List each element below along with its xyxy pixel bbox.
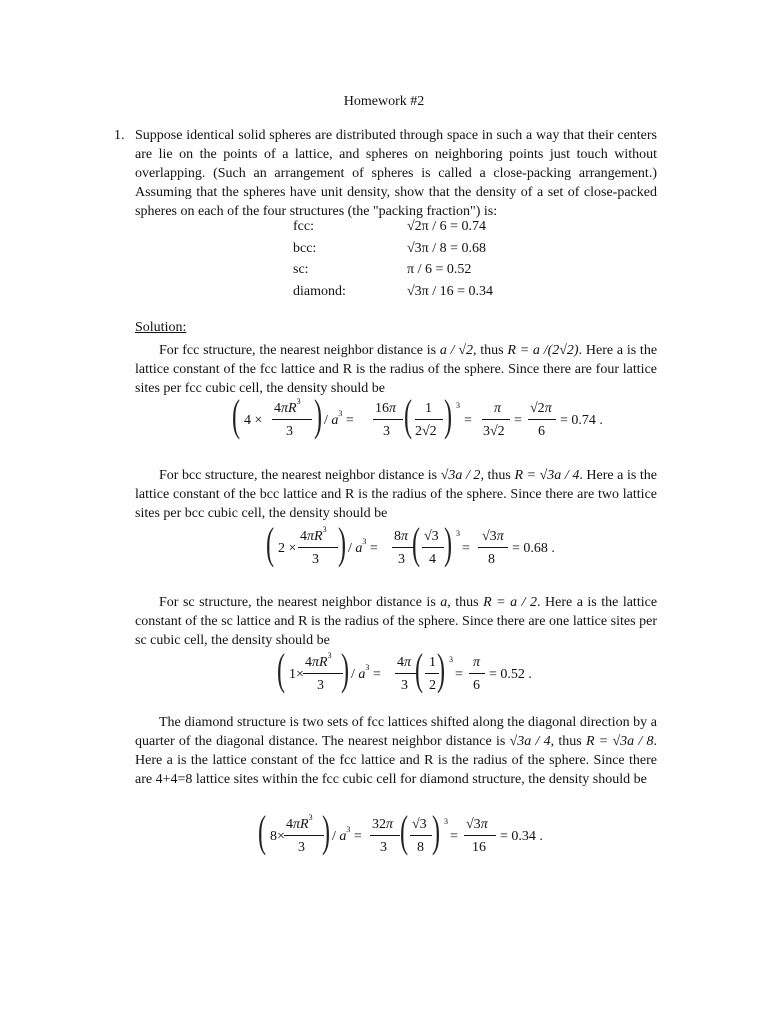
sc-result: = 0.52 . bbox=[489, 667, 532, 682]
problem-number: 1. bbox=[114, 128, 125, 143]
diamond-nn-distance: √3a / 4 bbox=[509, 734, 551, 749]
table-value-diamond: √3π / 16 = 0.34 bbox=[407, 284, 494, 299]
sc-nn-distance: a bbox=[440, 595, 448, 610]
bcc-paragraph bbox=[135, 466, 657, 523]
fcc-equation: ( 4 × $4\pi R^3$ 3 ) / $a^3$ = 16π 3 ( 1 2√2 ) 3 = π 3√2 = √2π 6 = 0.74 . bbox=[232, 391, 603, 440]
fcc-text-mid: , thus bbox=[473, 343, 504, 358]
bcc-text-end: . bbox=[579, 468, 583, 483]
bcc-text-1: For bcc structure, the nearest neighbor distance is bbox=[159, 468, 438, 483]
diamond-text-1: The diamond structure is two sets of fcc lattices shifted along the diagonal direction by a quarter of the diagonal distance. The nearest neighbor distance is bbox=[135, 715, 657, 749]
sc-text-1: For sc structure, the nearest neighbor distance is bbox=[159, 595, 436, 610]
problem-statement: Suppose identical solid spheres are distributed through space in such a way that their centers are lie on the points of a lattice, and spheres on neighboring points just touch without overlapping. (Such an arrangement of spheres is called a close-packing arrangement.) Assuming that the spheres have unit density, show that the density of a set of close-packed spheres on each of the four structures (the "packing fraction") is: bbox=[135, 128, 657, 219]
fcc-text-2: Here a is the lattice constant of the fcc lattice and R is the radius of the sphere. Since there are four lattice sites per fcc cubic cell, the density should be bbox=[135, 343, 658, 396]
page-title: Homework #2 bbox=[343, 94, 425, 109]
table-name-fcc: fcc: bbox=[293, 219, 314, 234]
fcc-paragraph bbox=[135, 341, 657, 398]
sc-equation: ( 1× $4\pi R^3$ 3 ) / $a^3$ = 4π 3 ( 1 2 ) 3 = π 6 = 0.52 . bbox=[277, 645, 532, 694]
table-name-sc: sc: bbox=[293, 262, 309, 277]
bcc-nn-distance: √3a / 2 bbox=[440, 468, 481, 483]
bcc-equation: ( 2 × $4\pi R^3$ 3 ) / $a^3$ = 8π 3 ( √3 4 ) 3 = √3π 8 = 0.68 . bbox=[266, 519, 555, 568]
diamond-paragraph bbox=[135, 713, 657, 789]
bcc-result: = 0.68 . bbox=[512, 541, 555, 556]
diamond-radius: R = √3a / 8 bbox=[585, 734, 654, 749]
fcc-result: = 0.74 . bbox=[560, 413, 603, 428]
diamond-text-2: . Here a is the lattice constant of the fcc lattice and R is the radius of the sphere. Since there are 4+4=8 lattice sites within the fcc cubic cell for diamond structure, the density should be bbox=[135, 734, 658, 787]
sc-radius: R = a / 2 bbox=[483, 595, 537, 610]
sc-paragraph bbox=[135, 593, 657, 650]
fcc-radius: R = a /(2√2) bbox=[507, 343, 579, 358]
table-value-sc: π / 6 = 0.52 bbox=[407, 262, 472, 277]
table-name-diamond: diamond: bbox=[293, 284, 346, 299]
diamond-equation: ( 8× $4\pi R^3$ 3 ) / $a^3$ = 32π 3 ( √3 8 ) 3 = √3π 16 = 0.34 . bbox=[258, 807, 543, 856]
sc-text-mid: , thus bbox=[447, 595, 479, 610]
fcc-text-1: For fcc structure, the nearest neighbor distance is bbox=[159, 343, 437, 358]
sc-text-2: . Here a is the lattice constant of the sc lattice and R is the radius of the sphere. Since there are one lattice sites per sc cubic cell, the density should be bbox=[135, 595, 658, 648]
table-value-fcc: √2π / 6 = 0.74 bbox=[407, 219, 487, 234]
bcc-text-mid: , thus bbox=[480, 468, 511, 483]
diamond-text-mid: , thus bbox=[550, 734, 582, 749]
table-name-bcc: bcc: bbox=[293, 241, 317, 256]
bcc-text-2: Here a is the lattice constant of the bcc lattice and R is the radius of the sphere. Since there are two lattice sites per bcc cubic cell, the density should be bbox=[135, 468, 657, 521]
diamond-result: = 0.34 . bbox=[500, 829, 543, 844]
fcc-text-end: . bbox=[578, 343, 583, 358]
fcc-nn-distance: a / √2 bbox=[439, 343, 473, 358]
bcc-radius: R = √3a / 4 bbox=[514, 468, 580, 483]
table-value-bcc: √3π / 8 = 0.68 bbox=[407, 241, 487, 256]
solution-heading: Solution: bbox=[135, 320, 187, 335]
